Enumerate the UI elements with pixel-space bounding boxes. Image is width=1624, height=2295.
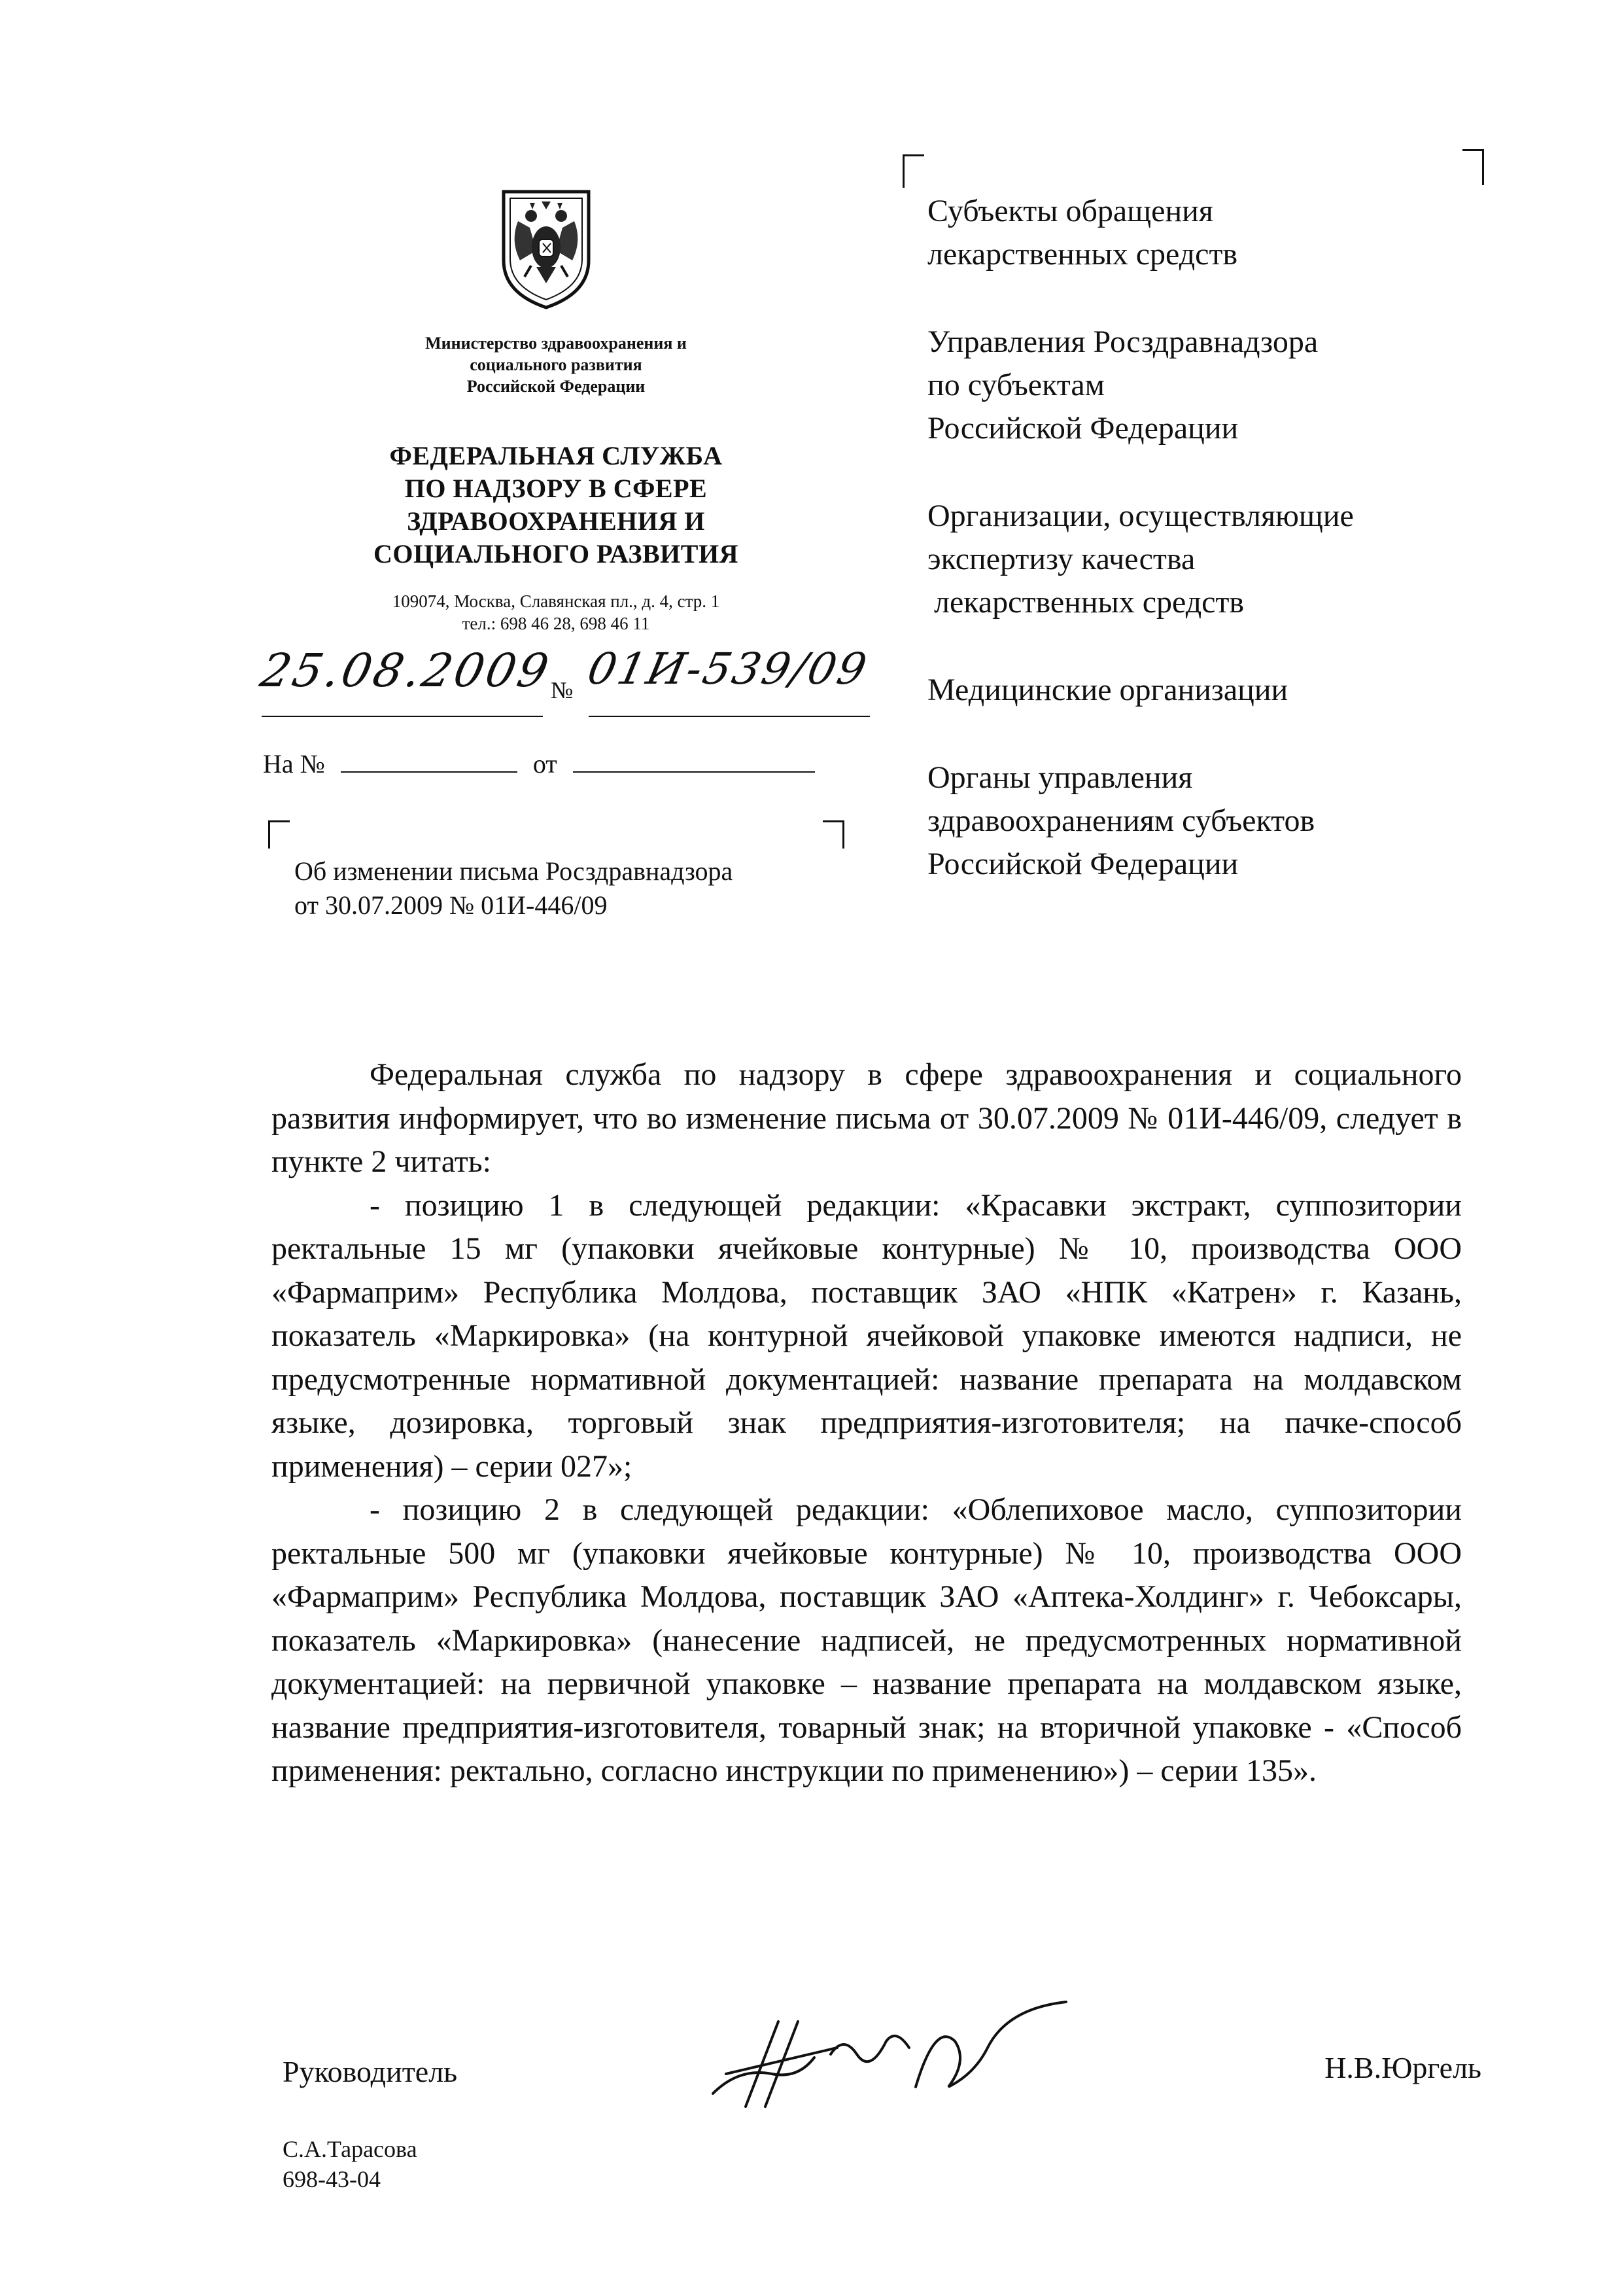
recipient-line: Органы управления xyxy=(927,760,1193,795)
recipient-line: Организации, осуществляющие xyxy=(927,499,1354,533)
letter-body xyxy=(271,1053,1462,1793)
number-sign: № xyxy=(551,677,574,703)
body-paragraph: - позицию 1 в следующей редакции: «Красавки экстракт, суппозитории ректальные 15 мг (упаковки ячейковые контурные) № 10, производства ООО «Фармаприм» Республика Молдова, поставщик ЗАО «НПК «Катрен» г. Казань, показатель «Маркировка» (на контурной ячейковой упаковке имеются надписи, не предусмотренные нормативной документацией: название препарата на молдавском языке, дозировка, торговый знак предприятия-изготовителя; на пачке-способ применения) – серии 027»; xyxy=(271,1187,1462,1484)
service-line: ПО НАДЗОРУ В СФЕРЕ xyxy=(404,474,708,503)
recipient-line: лекарственных средств xyxy=(934,585,1245,620)
ministry-line: Министерство здравоохранения и xyxy=(425,334,687,353)
signatory-title: Руководитель xyxy=(283,2055,458,2088)
body-paragraph: Федеральная служба по надзору в сфере здравоохранения и социального развития информирует, что во изменение письма от 30.07.2009 № 01И-446/09, следует в пункте 2 читать: xyxy=(271,1057,1462,1179)
outgoing-date: 25.08.2009 xyxy=(256,644,556,697)
executor-name: С.А.Тарасова xyxy=(283,2136,417,2162)
subject-line: Об изменении письма Росздравнадзора xyxy=(294,856,733,886)
subject-corner-right xyxy=(823,820,844,849)
recipient-group xyxy=(927,669,1516,712)
reference-number-blank xyxy=(341,749,517,773)
recipient-line: по субъектам xyxy=(927,368,1105,402)
recipients-list xyxy=(927,190,1516,886)
recipient-line: Медицинские организации xyxy=(927,673,1288,707)
recipient-line: Российской Федерации xyxy=(927,847,1239,881)
reference-from-label: от xyxy=(532,749,557,779)
recipient-line: экспертизу качества xyxy=(927,542,1196,576)
coat-of-arms-icon xyxy=(491,182,602,313)
body-paragraph: - позицию 2 в следующей редакции: «Облепиховое масло, суппозитории ректальные 500 мг (упаковки ячейковые контурные) № 10, производства ООО «Фармаприм» Республика Молдова, поставщик ЗАО «Аптека-Холдинг» г. Чебоксары, показатель «Маркировка» (нанесение надписей, не предусмотренных нормативной документацией: на первичной упаковке – название препарата на молдавском языке, название предприятия-изготовителя, товарный знак; на вторичной упаковке - «Способ применения: ректально, согласно инструкции по применению») – серии 135». xyxy=(271,1492,1462,1788)
service-line: ФЕДЕРАЛЬНАЯ СЛУЖБА xyxy=(389,441,723,470)
service-address xyxy=(301,590,811,635)
recipient-line: здравоохранениям субъектов xyxy=(927,803,1315,838)
recipient-line: Российской Федерации xyxy=(927,411,1239,446)
recipients-corner-left xyxy=(903,154,924,188)
ministry-name xyxy=(327,332,785,397)
ministry-line: Российской Федерации xyxy=(466,377,646,396)
handwritten-signature xyxy=(700,1995,1092,2120)
recipient-group xyxy=(927,756,1516,886)
recipient-group xyxy=(927,321,1516,450)
reference-row xyxy=(263,748,815,779)
reference-on-label: На № xyxy=(263,749,325,779)
recipient-line: Управления Росздравнадзора xyxy=(927,324,1319,359)
phone-line: тел.: 698 46 28, 698 46 11 xyxy=(462,614,650,633)
recipients-corner-right xyxy=(1462,149,1484,185)
executor-phone: 698-43-04 xyxy=(283,2166,381,2192)
subject-line: от 30.07.2009 № 01И-446/09 xyxy=(294,890,608,920)
service-line: ЗДРАВООХРАНЕНИЯ И xyxy=(407,506,705,536)
address-line: 109074, Москва, Славянская пл., д. 4, стр. 1 xyxy=(392,591,720,611)
recipient-group xyxy=(927,495,1516,624)
ministry-line: социального развития xyxy=(470,355,642,374)
executor-info xyxy=(283,2134,417,2194)
reference-date-blank xyxy=(573,749,815,773)
signatory-name: Н.В.Юргель xyxy=(1324,2051,1481,2084)
recipient-line: лекарственных средств xyxy=(927,237,1238,272)
outgoing-number: 01И-539/09 xyxy=(583,644,873,694)
recipient-line: Субъекты обращения xyxy=(927,194,1213,228)
letter-subject xyxy=(294,854,733,922)
subject-corner-left xyxy=(268,820,290,849)
service-line: СОЦИАЛЬНОГО РАЗВИТИЯ xyxy=(373,539,738,569)
recipient-group xyxy=(927,190,1516,276)
service-name xyxy=(301,440,811,570)
